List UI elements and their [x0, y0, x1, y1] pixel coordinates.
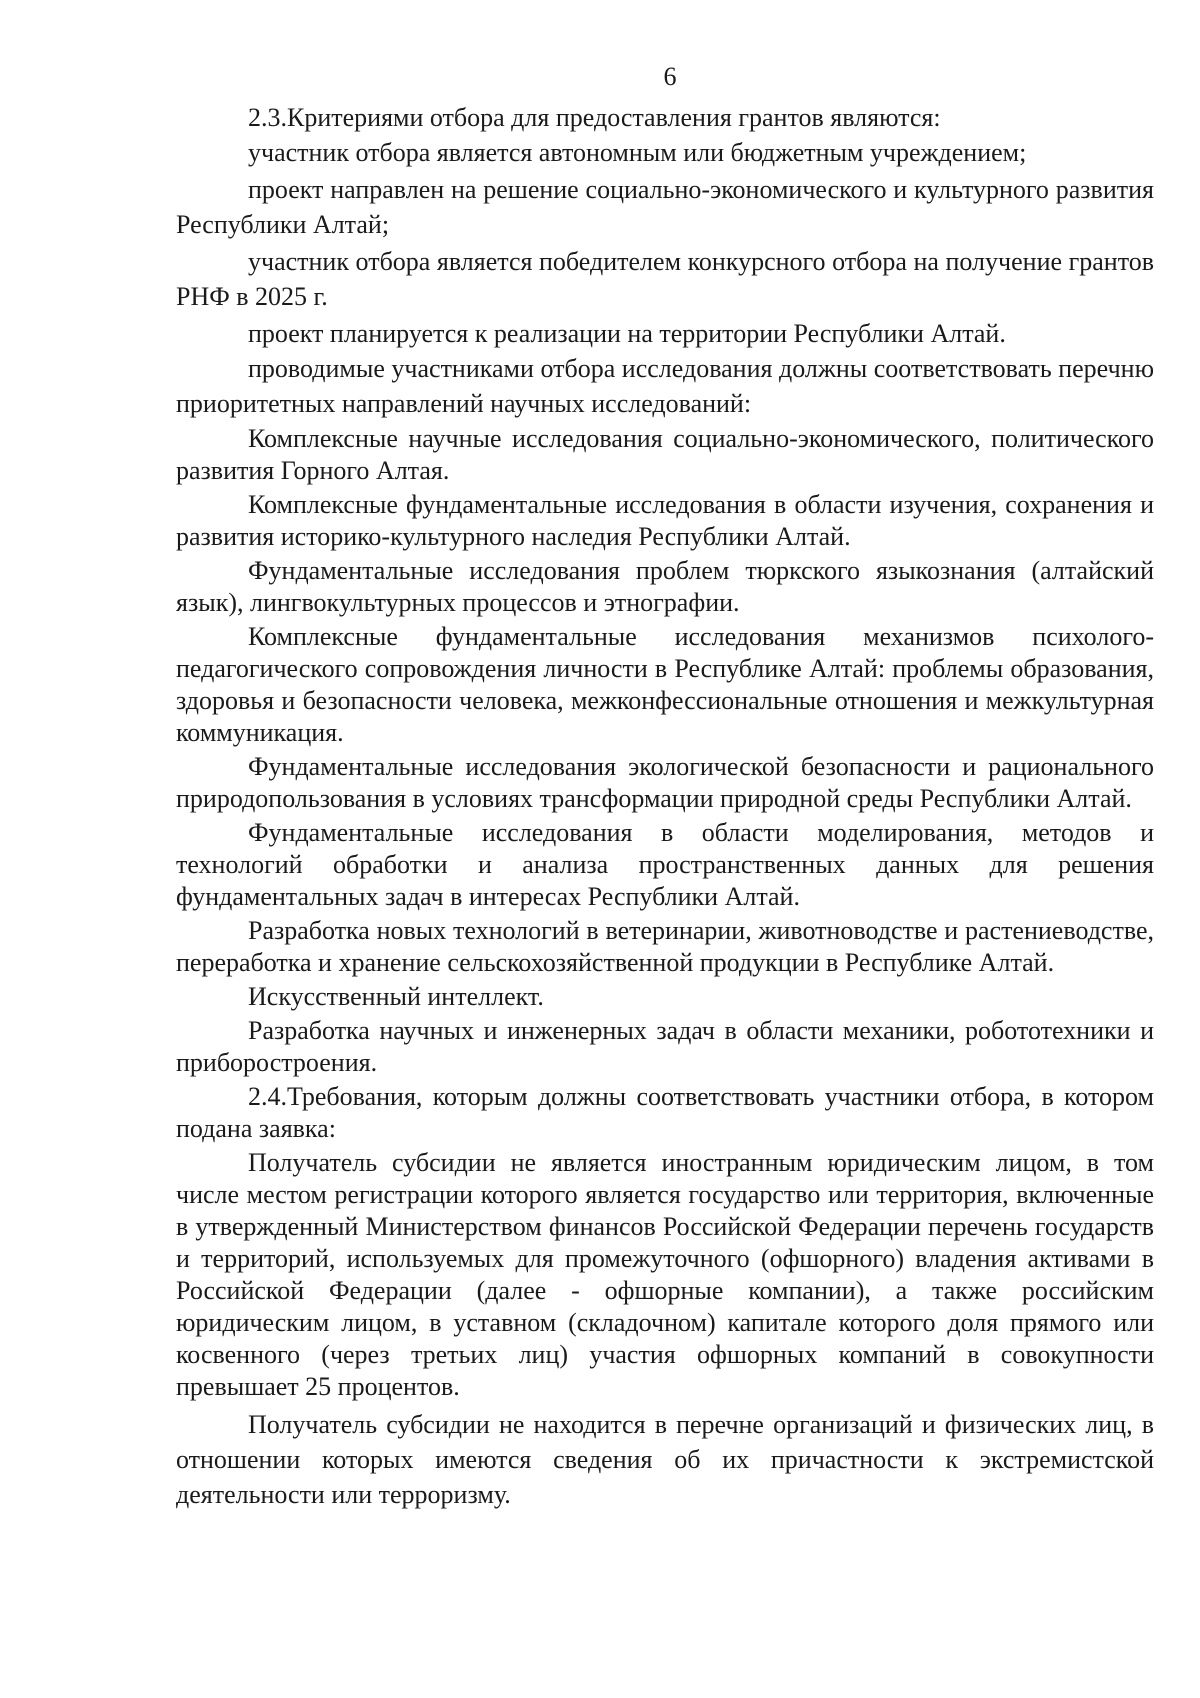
paragraph-priority-spatial-data: Фундаментальные исследования в области моделирования, методов и технологий обработки и анализа пространственных данных для решения фундаментальных задач в интересах Республики Алтай. — [176, 818, 1154, 911]
paragraph-criterion-project-aim: проект направлен на решение социально-экономического и культурного развития Республики Алтай; — [176, 175, 1154, 239]
paragraph-priority-agriculture: Разработка новых технологий в ветеринарии, животноводстве и растениеводстве, переработка и хранение сельскохозяйственной продукции в Республике Алтай. — [176, 916, 1154, 977]
paragraph-priority-heritage: Комплексные фундаментальные исследования в области изучения, сохранения и развития историко-культурного наследия Республики Алтай. — [176, 490, 1154, 551]
paragraph-priority-mechanics: Разработка научных и инженерных задач в области механики, робототехники и приборостроения. — [176, 1016, 1154, 1077]
page-number: 6 — [663, 62, 677, 91]
paragraph-criteria-heading: 2.3.Критериями отбора для предоставления грантов являются: — [248, 103, 941, 132]
paragraph-priority-socioeconomic: Комплексные научные исследования социально-экономического, политического развития Горного Алтая. — [176, 424, 1154, 485]
paragraph-priority-linguistics: Фундаментальные исследования проблем тюркского языкознания (алтайский язык), лингвокультурных процессов и этнографии. — [176, 556, 1154, 617]
paragraph-criterion-rnf-winner: участник отбора является победителем конкурсного отбора на получение грантов РНФ в 2025 г. — [176, 247, 1154, 311]
paragraph-criterion-priority-list: проводимые участниками отбора исследования должны соответствовать перечню приоритетных направлений научных исследований: — [176, 354, 1154, 418]
paragraph-requirements-heading: 2.4.Требования, которым должны соответствовать участники отбора, в котором подана заявка: — [176, 1082, 1154, 1143]
paragraph-criterion-institution: участник отбора является автономным или бюджетным учреждением; — [248, 138, 1027, 167]
paragraph-requirement-offshore: Получатель субсидии не является иностранным юридическим лицом, в том числе местом регистрации которого является государство или территория, включенные в утвержденный Министерством финансов Российской Федерации перечень государств и территорий, используемых для промежуточного (офшорного) владения активами в Российской Федерации (далее - офшорные компании), а также российским юридическим лицом, в уставном (складочном) капитале которого доля прямого или косвенного (через третьих лиц) участия офшорных компаний в совокупности превышает 25 процентов. — [176, 1148, 1154, 1401]
paragraph-priority-psychology: Комплексные фундаментальные исследования механизмов психолого-педагогического сопровождения личности в Республике Алтай: проблемы образования, здоровья и безопасности человека, межконфессиональные отношения и межкультурная коммуникация. — [176, 622, 1154, 747]
paragraph-priority-ecology: Фундаментальные исследования экологической безопасности и рационального природопользования в условиях трансформации природной среды Республики Алтай. — [176, 752, 1154, 813]
paragraph-priority-ai: Искусственный интеллект. — [248, 982, 544, 1011]
document-body — [176, 100, 1154, 1512]
paragraph-requirement-extremism: Получатель субсидии не находится в перечне организаций и физических лиц, в отношении которых имеются сведения об их причастности к экстремистской деятельности или терроризму. — [176, 1410, 1154, 1509]
paragraph-criterion-territory: проект планируется к реализации на территории Республики Алтай. — [248, 319, 1006, 348]
